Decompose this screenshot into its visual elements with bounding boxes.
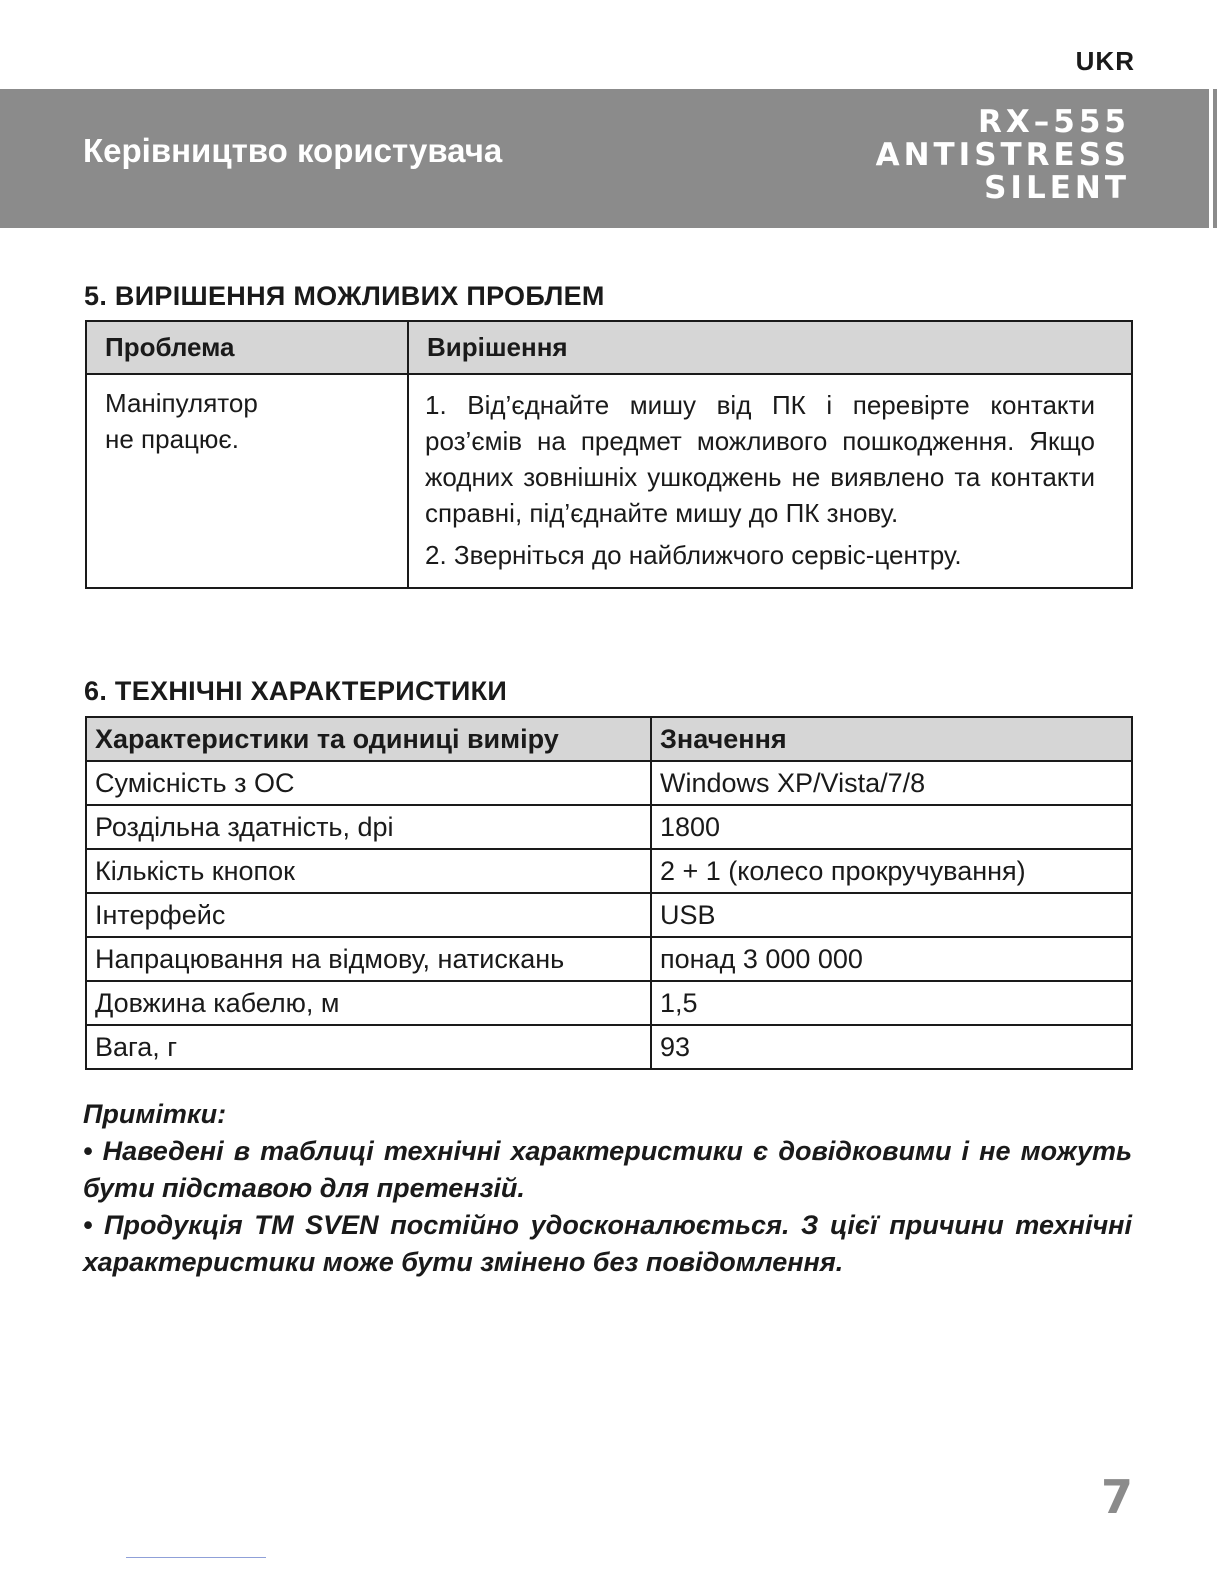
language-code: UKR bbox=[1075, 46, 1135, 76]
specs-table bbox=[85, 716, 1133, 1070]
model-name bbox=[876, 106, 1130, 205]
model-line: SILENT bbox=[984, 170, 1130, 206]
spec-parameter: Напрацювання на відмову, натискань bbox=[86, 937, 651, 981]
spec-parameter: Кількість кнопок bbox=[86, 849, 651, 893]
notes-title: Примітки: bbox=[83, 1099, 227, 1129]
table-row bbox=[86, 849, 1132, 893]
spec-value: USB bbox=[651, 893, 1132, 937]
bottom-rule bbox=[126, 1557, 266, 1558]
spec-parameter: Довжина кабелю, м bbox=[86, 981, 651, 1025]
problem-cell bbox=[86, 374, 408, 588]
model-line: RX–555 bbox=[978, 104, 1130, 140]
spec-value: понад 3 000 000 bbox=[651, 937, 1132, 981]
table-row bbox=[86, 937, 1132, 981]
specs-heading: 6. ТЕХНІЧНІ ХАРАКТЕРИСТИКИ bbox=[84, 676, 508, 706]
table-row bbox=[86, 805, 1132, 849]
solution-step: 2. Зверніться до найближчого сервіс-центру. bbox=[425, 540, 962, 570]
notes-block bbox=[83, 1096, 1132, 1281]
troubleshooting-table bbox=[85, 320, 1133, 589]
spec-value: 93 bbox=[651, 1025, 1132, 1069]
table-row bbox=[86, 893, 1132, 937]
table-header-row bbox=[86, 321, 1132, 374]
column-header-value: Значення bbox=[651, 717, 1132, 761]
note-item: • Наведені в таблиці технічні характеристики є довідковими і не можуть бути підставою для претензій. bbox=[83, 1136, 1132, 1203]
spec-value: 2 + 1 (колесо прокручування) bbox=[651, 849, 1132, 893]
manual-title: Керівництво користувача bbox=[83, 132, 503, 169]
table-row bbox=[86, 981, 1132, 1025]
spec-value: 1,5 bbox=[651, 981, 1132, 1025]
problem-line: Маніпулятор bbox=[105, 388, 258, 418]
spec-parameter: Вага, г bbox=[86, 1025, 651, 1069]
table-row bbox=[86, 761, 1132, 805]
column-header-parameter: Характеристики та одиниці виміру bbox=[86, 717, 651, 761]
solution-step: 1. Від’єднайте мишу від ПК і перевірте контакти роз’ємів на предмет можливого пошкодження. Якщо жодних зовнішніх ушкоджень не виявлено та контакти справні, під’єднайте мишу до ПК знову. bbox=[425, 390, 1095, 528]
model-line: ANTISTRESS bbox=[875, 137, 1130, 173]
spec-parameter: Роздільна здатність, dpi bbox=[86, 805, 651, 849]
page-number: 7 bbox=[1100, 1470, 1133, 1524]
spec-parameter: Сумісність з ОС bbox=[86, 761, 651, 805]
table-row bbox=[86, 1025, 1132, 1069]
spec-parameter: Інтерфейс bbox=[86, 893, 651, 937]
spec-value: 1800 bbox=[651, 805, 1132, 849]
table-header-row bbox=[86, 717, 1132, 761]
header-banner-edge bbox=[1213, 89, 1217, 228]
column-header-solution: Вирішення bbox=[408, 321, 1132, 374]
solution-cell bbox=[408, 374, 1132, 588]
table-row bbox=[86, 374, 1132, 588]
problem-line: не працює. bbox=[105, 424, 239, 454]
column-header-problem: Проблема bbox=[86, 321, 408, 374]
troubleshooting-heading: 5. ВИРІШЕННЯ МОЖЛИВИХ ПРОБЛЕМ bbox=[84, 281, 605, 311]
spec-value: Windows XP/Vista/7/8 bbox=[651, 761, 1132, 805]
note-item: • Продукція ТМ SVEN постійно удосконалюється. З цієї причини технічні характеристики може бути змінено без повідомлення. bbox=[83, 1210, 1132, 1277]
